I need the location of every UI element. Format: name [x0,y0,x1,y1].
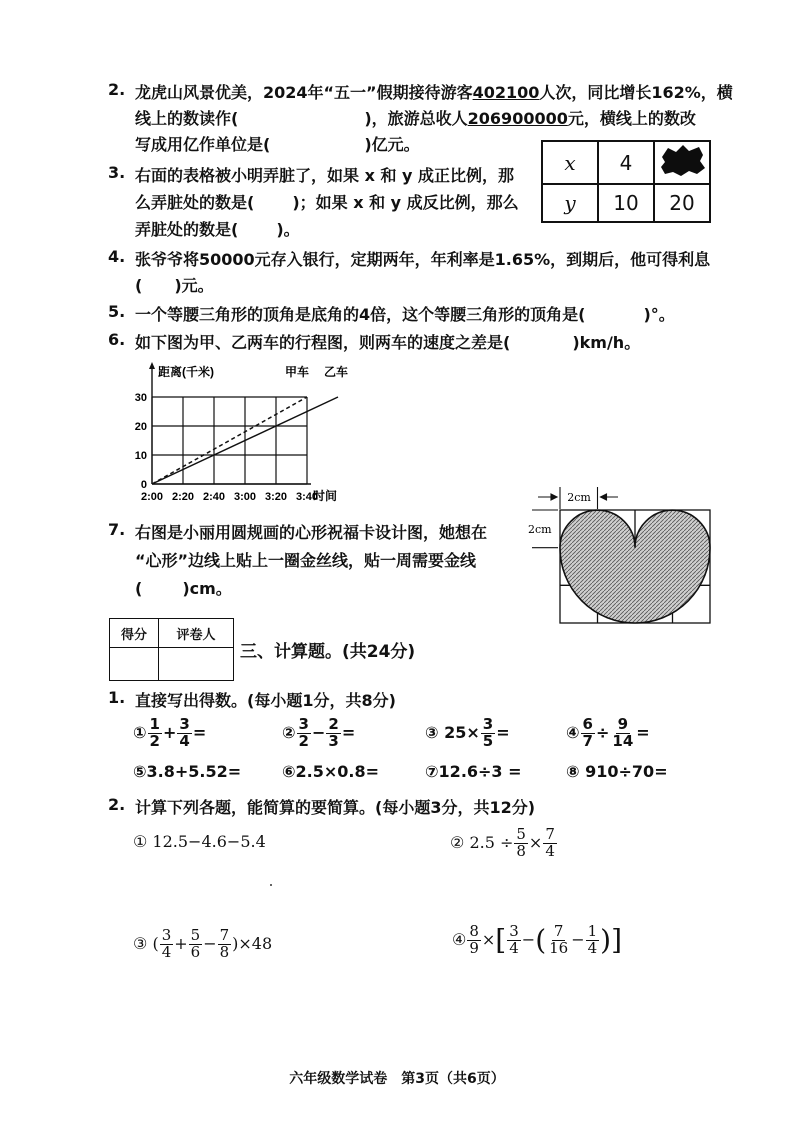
c1-item-3-mark: ③ [425,722,439,742]
c1-item-6: ⑥2.5×0.8= [282,762,380,781]
q3-line2-b: )；如果 x 和 y 成反比例，那么 [292,193,519,212]
c1-item-1-frac-a: $\frac{1}{2}$ [149,715,160,750]
xy-row-y [542,184,710,222]
xy-cell-x-1: 4 [598,141,654,184]
q6-line [135,330,640,353]
xy-row-x [542,141,710,184]
x-tick-label: 2:20 [171,491,195,503]
q2-number: 2. [108,80,126,99]
q4-number: 4. [108,247,126,266]
y-axis-arrow [149,362,155,369]
q2-line2 [135,106,696,129]
grader-header: 评卷人 [159,619,234,648]
q7-number: 7. [108,520,126,539]
x-tick-label: 2:40 [202,491,226,503]
c2-problem-1: ① 12.5−4.6−5.4 [133,832,266,851]
q2-line3-a: 写成用亿作单位是( [135,135,271,154]
ink-smudge-icon [656,143,708,177]
x-tick-label: 3:20 [264,491,288,503]
q3-line1: 右面的表格被小明弄脏了，如果 x 和 y 成正比例，那 [135,166,515,185]
page-footer: 六年级数学试卷 第3页（共6页） [289,1071,505,1087]
q3-line3-b: )。 [276,220,300,239]
xy-cell-y-2: 20 [654,184,710,222]
q6-text-a: 如下图为甲、乙两车的行程图，则两车的速度之差是( [135,333,511,352]
c2-number: 2. [108,795,126,814]
c1-item-7: ⑦12.6÷3 = [425,762,522,781]
c2-problem-4: ④ $\frac{8}{9}$ ×[ $\frac{3}{4}$ −( $\frac{7}{16}$ − $\frac{1}{4}$ )] [452,922,623,957]
chart-grid [149,362,311,484]
grader-cell[interactable] [159,648,234,681]
c1-number: 1. [108,688,126,707]
print-speck [270,884,272,886]
q2-line2-c: 元，横线上的数改 [567,109,696,128]
heart-diagram [520,483,720,628]
q6-text-b: )km/h。 [572,333,641,352]
q7-line3 [135,576,232,599]
legend-label: 甲车 [284,365,310,379]
y-tick-label: 0 [140,479,147,491]
c1-item-5: ⑤3.8+5.52= [133,762,242,781]
x-axis-title: 时间 [313,489,338,503]
c2-problem-3: ③ ( $\frac{3}{4}$ + $\frac{5}{6}$ − $\frac{7}{8}$ )×48 [133,926,273,961]
q5-text-b: )°。 [643,305,675,324]
q7-line2: “心形”边线上贴上一圈金丝线，贴一周需要金线 [135,551,477,570]
q2-line1-b: 人次，同比增长162%，横 [539,83,733,102]
q4-line2-b: )元。 [174,276,214,295]
q4-line2-a: ( [135,276,143,295]
chart-labels [135,364,348,503]
c1-item-4-mark: ④ [566,722,580,742]
q2-line2-b: )，旅游总收人 [364,109,468,128]
c2-problem-2: ② 2.5 ÷ $\frac{5}{8}$ × $\frac{7}{4}$ [450,825,555,860]
c1-title: 直接写出得数。(每小题1分，共8分) [135,691,396,710]
q2-tourists-number: 402100 [472,83,540,102]
xy-cell-x-label: x [542,141,598,184]
y-axis-title: 距离(千米) [158,365,214,379]
x-tick-label: 3:40 [295,491,319,503]
q2-line3-b: )亿元。 [364,135,420,154]
c1-item-3: ③ 25× $\frac{3}{5}$ = [425,715,510,750]
c2-title: 计算下列各题，能简算的要简算。(每小题3分，共12分) [135,798,536,817]
section3-title: 三、计算题。(共24分) [240,642,416,662]
legend-label: 乙车 [323,365,349,379]
x-tick-label: 2:00 [140,491,164,503]
q3-number: 3. [108,163,126,182]
q3-line3-a: 弄脏处的数是( [135,220,239,239]
q6-number: 6. [108,330,126,349]
travel-chart [126,360,386,508]
y-tick-label: 10 [134,450,147,462]
score-header: 得分 [110,619,159,648]
q3-line2-a: 么弄脏处的数是( [135,193,255,212]
c1-item-2-mark: ② [282,722,296,742]
c1-item-1-mark: ① [133,722,147,742]
xy-cell-y-label: y [542,184,598,222]
score-box [109,618,234,681]
q3-line2 [135,190,519,213]
xy-table [541,140,711,223]
q5-number: 5. [108,302,126,321]
q2-line1 [135,80,733,103]
q7-line1: 右图是小丽用圆规画的心形祝福卡设计图，她想在 [135,523,488,542]
score-cell[interactable] [110,648,159,681]
q5-text-a: 一个等腰三角形的顶角是底角的4倍，这个等腰三角形的顶角是( [135,305,586,324]
c1-item-4: ④ $\frac{6}{7}$ ÷ $\frac{9}{14}$ = [566,715,650,750]
q5-line [135,302,675,325]
q2-income-number: 206900000 [467,109,568,128]
c1-item-8: ⑧ 910÷70= [566,762,668,781]
q4-line2 [135,273,214,296]
q2-line1-a: 龙虎山风景优美，2024年“五一”假期接待游客 [135,83,473,102]
c1-item-1-frac-b: $\frac{3}{4}$ [179,715,190,750]
c1-item-1: ① $\frac{1}{2}$ + $\frac{3}{4}$ = [133,715,207,750]
c1-item-2: ② $\frac{3}{2}$ − $\frac{2}{3}$ = [282,715,356,750]
dimension-side-label: 2cm [528,523,552,536]
q2-line3 [135,132,420,155]
dimension-top-label: 2cm [567,491,591,504]
q7-line3-a: ( [135,579,143,598]
y-tick-label: 20 [134,421,147,433]
q3-line3 [135,217,300,240]
q7-line3-b: )cm。 [182,579,232,598]
xy-cell-y-1: 10 [598,184,654,222]
y-tick-label: 30 [134,392,147,404]
q2-line2-a: 线上的数读作( [135,109,239,128]
q4-line1: 张爷爷将50000元存入银行，定期两年，年利率是1.65%，到期后，他可得利息 [135,250,711,269]
series-line-jia [152,397,307,484]
x-tick-label: 3:00 [233,491,257,503]
xy-cell-x-2-smudge [654,141,710,184]
